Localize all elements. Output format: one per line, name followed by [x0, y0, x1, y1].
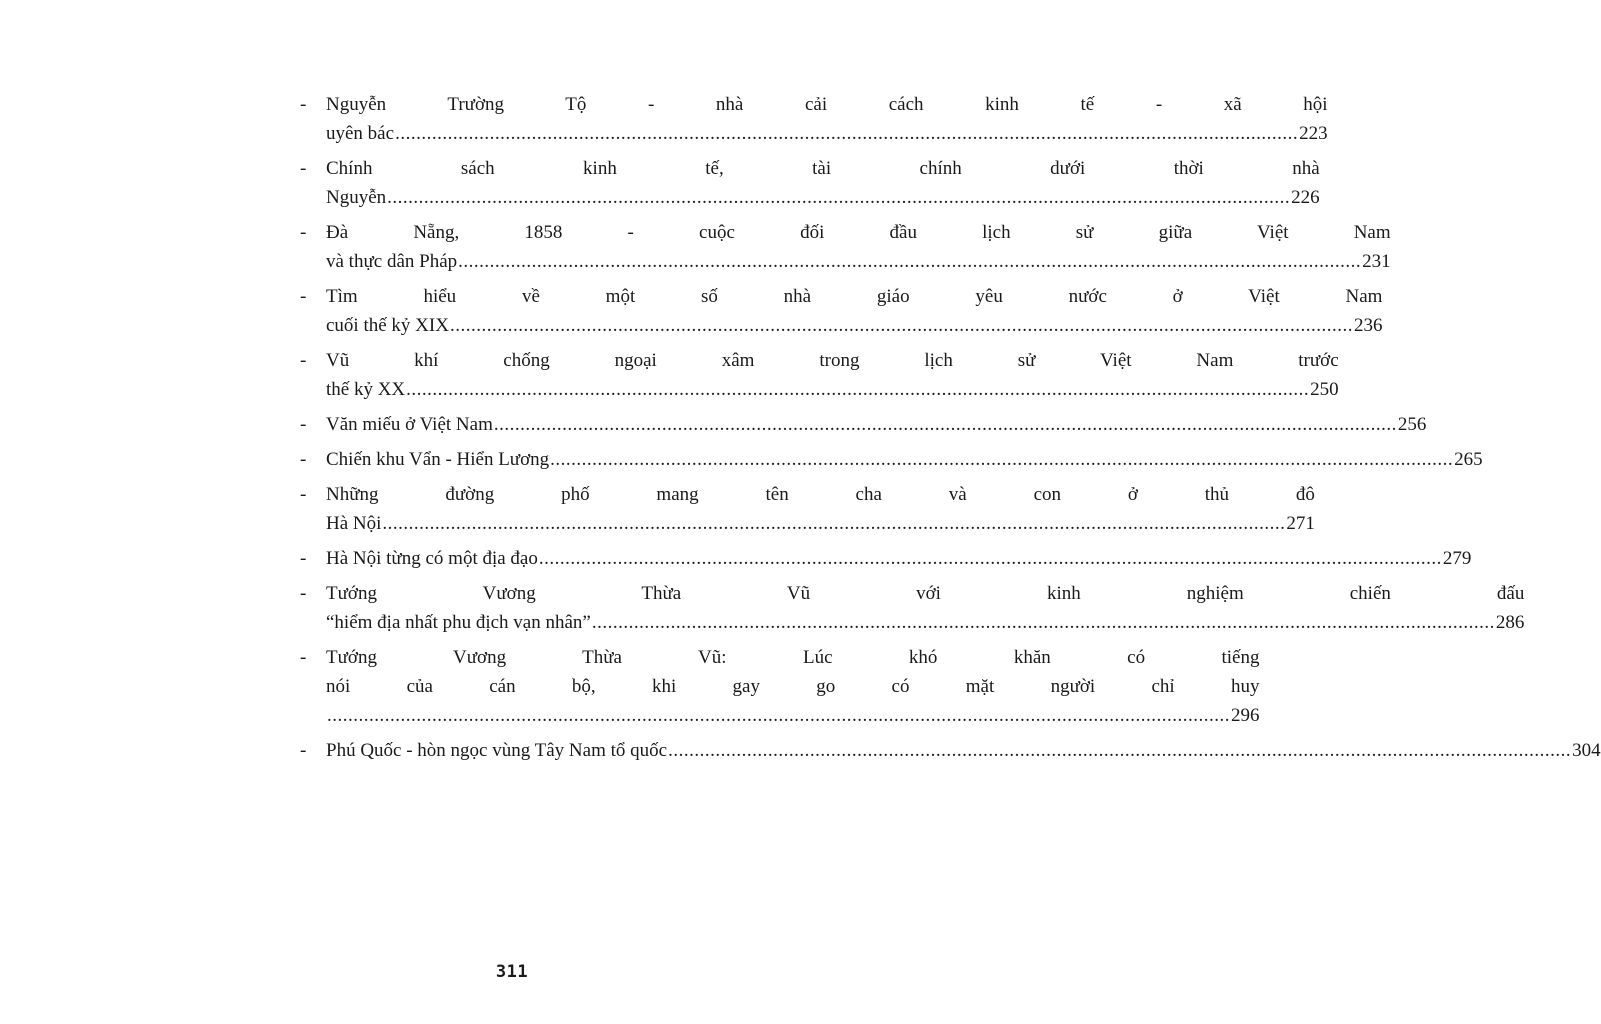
entry-dash: - [300, 740, 307, 761]
entry-title-line: Tìm hiểu về một số nhà giáo yêu nước ở Việt Nam [326, 286, 1383, 307]
entry-page-number: 226 [1291, 187, 1320, 208]
entry-page-number: 304 [1572, 740, 1601, 761]
toc-entry [300, 579, 1525, 637]
entry-last-line [326, 410, 1426, 439]
toc-entry [300, 480, 1315, 538]
entry-title-line: Những đường phố mang tên cha và con ở thủ đô [326, 484, 1315, 505]
entry-dash: - [300, 647, 307, 668]
entry-body [326, 410, 1426, 439]
entry-title-line: Đà Nẵng, 1858 - cuộc đối đầu lịch sử giữa Việt Nam [326, 222, 1391, 243]
entry-body [326, 90, 1328, 148]
toc-entry [300, 410, 1427, 439]
entry-dash: - [300, 449, 307, 470]
entry-dash: - [300, 414, 307, 435]
entry-dash: - [300, 286, 307, 307]
entry-body [326, 154, 1320, 212]
entry-page-number: 223 [1299, 123, 1328, 144]
toc-entry [300, 643, 1260, 730]
toc-entry [300, 544, 1472, 573]
toc-entry [300, 736, 1601, 765]
entry-title-line: Tướng Vương Thừa Vũ với kinh nghiệm chiến đấu [326, 583, 1525, 604]
entry-title-line: Nguyễn Trường Tộ - nhà cải cách kinh tế - xã hội [326, 94, 1328, 115]
entry-title-line: Chính sách kinh tế, tài chính dưới thời nhà [326, 158, 1320, 179]
page-number: 311 [495, 962, 529, 982]
entry-body [326, 346, 1339, 404]
entry-title-tail: thế kỷ XX [326, 379, 406, 400]
entry-page-number: 286 [1495, 612, 1525, 633]
dot-leader [450, 311, 1353, 340]
entry-dash: - [300, 94, 307, 115]
dot-leader [592, 608, 1495, 637]
entry-page-number: 271 [1286, 513, 1315, 534]
entry-title-tail: cuối thế kỷ XIX [326, 315, 449, 336]
dot-leader [406, 375, 1309, 404]
entry-page-number: 236 [1353, 315, 1383, 336]
dot-leader [494, 410, 1397, 439]
entry-dash: - [300, 350, 307, 371]
table-of-contents [300, 90, 1601, 771]
toc-entry [300, 90, 1328, 148]
entry-title-tail: Chiến khu Vẩn - Hiển Lương [326, 449, 550, 470]
entry-last-line [326, 736, 1601, 765]
entry-page-number: 296 [1231, 705, 1260, 726]
entry-body [326, 445, 1483, 474]
entry-last-line [326, 183, 1320, 212]
entry-dash: - [300, 548, 307, 569]
entry-body [326, 218, 1391, 276]
entry-page-number: 231 [1362, 251, 1391, 272]
entry-title-line: nói của cán bộ, khi gay go có mặt người chỉ huy [326, 676, 1260, 697]
dot-leader [539, 544, 1442, 573]
entry-title-tail: uyên bác [326, 123, 395, 144]
entry-last-line [326, 375, 1339, 404]
entry-body [326, 480, 1315, 538]
toc-entry [300, 445, 1483, 474]
entry-title-tail: Nguyễn [326, 187, 387, 208]
dot-leader [327, 701, 1230, 730]
entry-dash: - [300, 484, 307, 505]
entry-last-line [326, 544, 1471, 573]
toc-entry [300, 346, 1339, 404]
entry-title-tail: Hà Nội [326, 513, 382, 534]
entry-body [326, 579, 1524, 637]
dot-leader [550, 445, 1453, 474]
entry-body [326, 282, 1382, 340]
entry-last-line [326, 119, 1328, 148]
toc-entry [300, 282, 1383, 340]
dot-leader [668, 736, 1571, 765]
entry-title-tail: Phú Quốc - hòn ngọc vùng Tây Nam tổ quốc [326, 740, 668, 761]
toc-entry [300, 154, 1320, 212]
entry-body [326, 736, 1601, 765]
entry-title-tail: Văn miếu ở Việt Nam [326, 414, 493, 435]
toc-entry [300, 218, 1391, 276]
entry-page-number: 279 [1442, 548, 1472, 569]
dot-leader [387, 183, 1290, 212]
entry-last-line [326, 608, 1524, 637]
entry-title-line: Vũ khí chống ngoại xâm trong lịch sử Việt Nam trước [326, 350, 1339, 371]
dot-leader [395, 119, 1298, 148]
entry-dash: - [300, 158, 307, 179]
dot-leader [382, 509, 1285, 538]
entry-title-tail: “hiểm địa nhất phu địch vạn nhân” [326, 612, 591, 633]
dot-leader [458, 247, 1361, 276]
entry-title-tail: và thực dân Pháp [326, 251, 458, 272]
entry-body [326, 643, 1260, 730]
entry-last-line [326, 509, 1315, 538]
entry-dash: - [300, 222, 307, 243]
entry-last-line [326, 311, 1382, 340]
entry-last-line [326, 247, 1391, 276]
entry-page-number: 265 [1454, 449, 1483, 470]
entry-last-line [326, 445, 1483, 474]
entry-page-number: 256 [1397, 414, 1427, 435]
entry-title-tail: Hà Nội từng có một địa đạo [326, 548, 538, 569]
entry-last-line [326, 701, 1260, 730]
entry-dash: - [300, 583, 307, 604]
entry-title-line: Tướng Vương Thừa Vũ: Lúc khó khăn có tiếng [326, 647, 1260, 668]
entry-body [326, 544, 1471, 573]
entry-page-number: 250 [1310, 379, 1339, 400]
